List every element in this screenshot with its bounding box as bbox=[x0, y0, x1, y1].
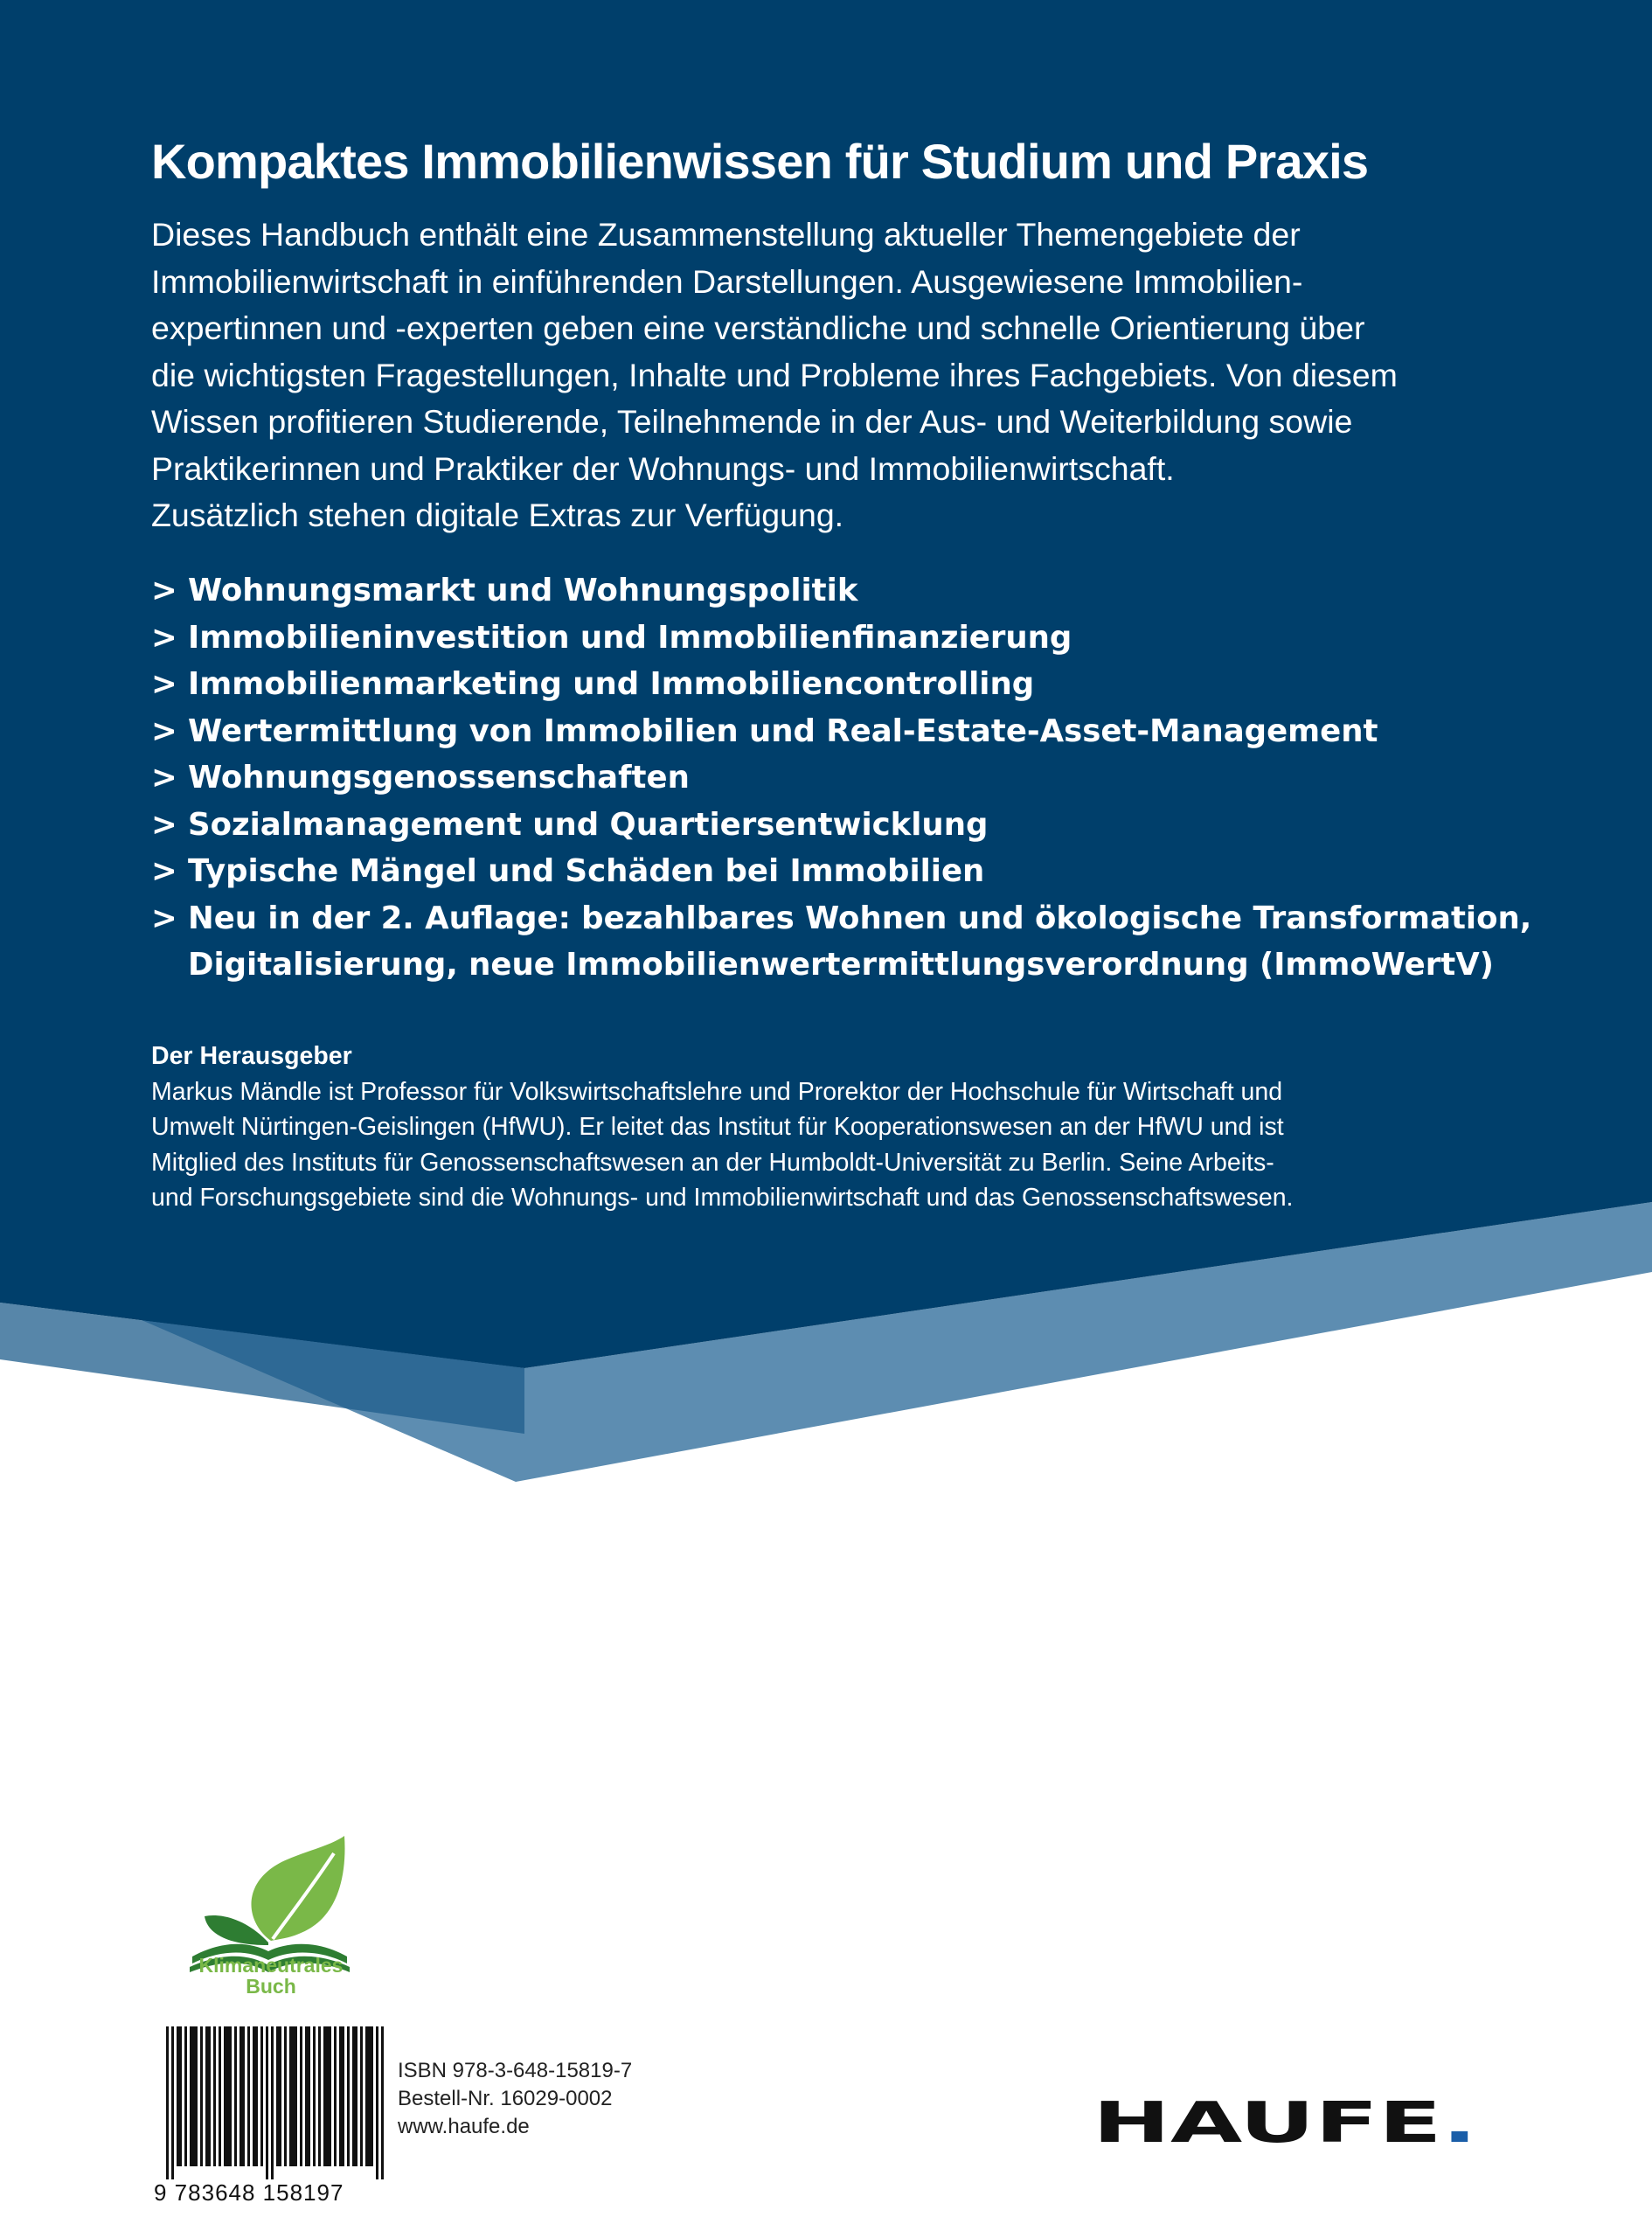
editor-bio-line: und Forschungsgebiete sind die Wohnungs- und Immobilienwirtschaft und das Genossenschaftswesen. bbox=[151, 1184, 1294, 1212]
order-number: Bestell-Nr. 16029-0002 bbox=[398, 2087, 613, 2110]
topic-label: Sozialmanagement und Quartiersentwicklung bbox=[188, 806, 989, 843]
haufe-logo bbox=[1093, 2096, 1495, 2149]
topic-item bbox=[151, 708, 1585, 755]
editor-section bbox=[151, 1039, 1567, 1216]
intro-line: Praktikerinnen und Praktiker der Wohnungs- und Immobilienwirtschaft. bbox=[151, 449, 1175, 487]
topic-list bbox=[151, 567, 1585, 989]
topic-item bbox=[151, 615, 1585, 662]
publisher-url: www.haufe.de bbox=[398, 2115, 530, 2138]
bullet-marker: > bbox=[151, 853, 177, 889]
isbn-block bbox=[398, 2057, 632, 2141]
topic-label: Typische Mängel und Schäden bei Immobilien bbox=[188, 853, 985, 889]
eco-label-line2: Buch bbox=[246, 1975, 296, 1998]
intro-line: Dieses Handbuch enthält eine Zusammenstellung aktueller Themengebiete der bbox=[151, 216, 1301, 253]
topic-item bbox=[151, 895, 1585, 989]
intro-line: Zusätzlich stehen digitale Extras zur Verfügung. bbox=[151, 497, 844, 533]
topic-item bbox=[151, 848, 1585, 895]
editor-heading: Der Herausgeber bbox=[151, 1042, 352, 1070]
intro-line: Wissen profitieren Studierende, Teilnehmende in der Aus- und Weiterbildung sowie bbox=[151, 403, 1353, 440]
bullet-marker: > bbox=[151, 806, 177, 843]
eco-label-line1: Klimaneutrales bbox=[198, 1954, 344, 1977]
editor-bio-line: Markus Mändle ist Professor für Volkswirtschaftslehre und Prorektor der Hochschule für Wirtschaft und bbox=[151, 1077, 1283, 1106]
topic-continuation: Digitalisierung, neue Immobilienwertermittlungsverordnung (ImmoWertV) bbox=[188, 947, 1494, 983]
intro-line: Immobilienwirtschaft in einführenden Darstellungen. Ausgewiesene Immobilien- bbox=[151, 262, 1303, 300]
editor-bio-line: Umwelt Nürtingen-Geislingen (HfWU). Er leitet das Institut für Kooperationswesen an der HfWU und ist bbox=[151, 1113, 1284, 1141]
topic-label: Wohnungsmarkt und Wohnungspolitik bbox=[188, 573, 858, 608]
bullet-marker: > bbox=[151, 573, 177, 608]
topic-label: Immobilieninvestition und Immobilienfinanzierung bbox=[188, 619, 1072, 656]
bullet-marker: > bbox=[151, 619, 177, 656]
topic-item bbox=[151, 754, 1585, 802]
bullet-marker: > bbox=[151, 900, 177, 936]
barcode-digits: 9 783648 158197 bbox=[154, 2179, 344, 2206]
haufe-logo-text: HAUFE . bbox=[1093, 2096, 1463, 2149]
topic-label: Wohnungsgenossenschaften bbox=[188, 760, 690, 796]
editor-bio-line: Mitglied des Instituts für Genossenschaftswesen an der Humboldt-Universität zu Berlin. Seine Arbeits- bbox=[151, 1148, 1274, 1177]
topic-label: Wertermittlung von Immobilien und Real-Estate-Asset-Management bbox=[188, 712, 1378, 749]
topic-label: Neu in der 2. Auflage: bezahlbares Wohnen und ökologische Transformation, bbox=[188, 900, 1532, 936]
intro-text bbox=[151, 212, 1515, 539]
eco-label bbox=[175, 1955, 367, 1997]
topic-item bbox=[151, 567, 1585, 615]
headline: Kompaktes Immobilienwissen für Studium und Praxis bbox=[151, 134, 1369, 189]
intro-line: die wichtigsten Fragestellungen, Inhalte und Probleme ihres Fachgebiets. Von diesem bbox=[151, 356, 1398, 393]
topic-label: Immobilienmarketing und Immobiliencontrolling bbox=[188, 666, 1035, 702]
barcode bbox=[166, 2026, 386, 2179]
bullet-marker: > bbox=[151, 666, 177, 702]
bullet-marker: > bbox=[151, 712, 177, 749]
topic-item bbox=[151, 802, 1585, 849]
topic-item bbox=[151, 661, 1585, 708]
intro-line: expertinnen und -experten geben eine verständliche und schnelle Orientierung über bbox=[151, 309, 1365, 346]
isbn-number: ISBN 978-3-648-15819-7 bbox=[398, 2059, 633, 2082]
bullet-marker: > bbox=[151, 760, 177, 796]
